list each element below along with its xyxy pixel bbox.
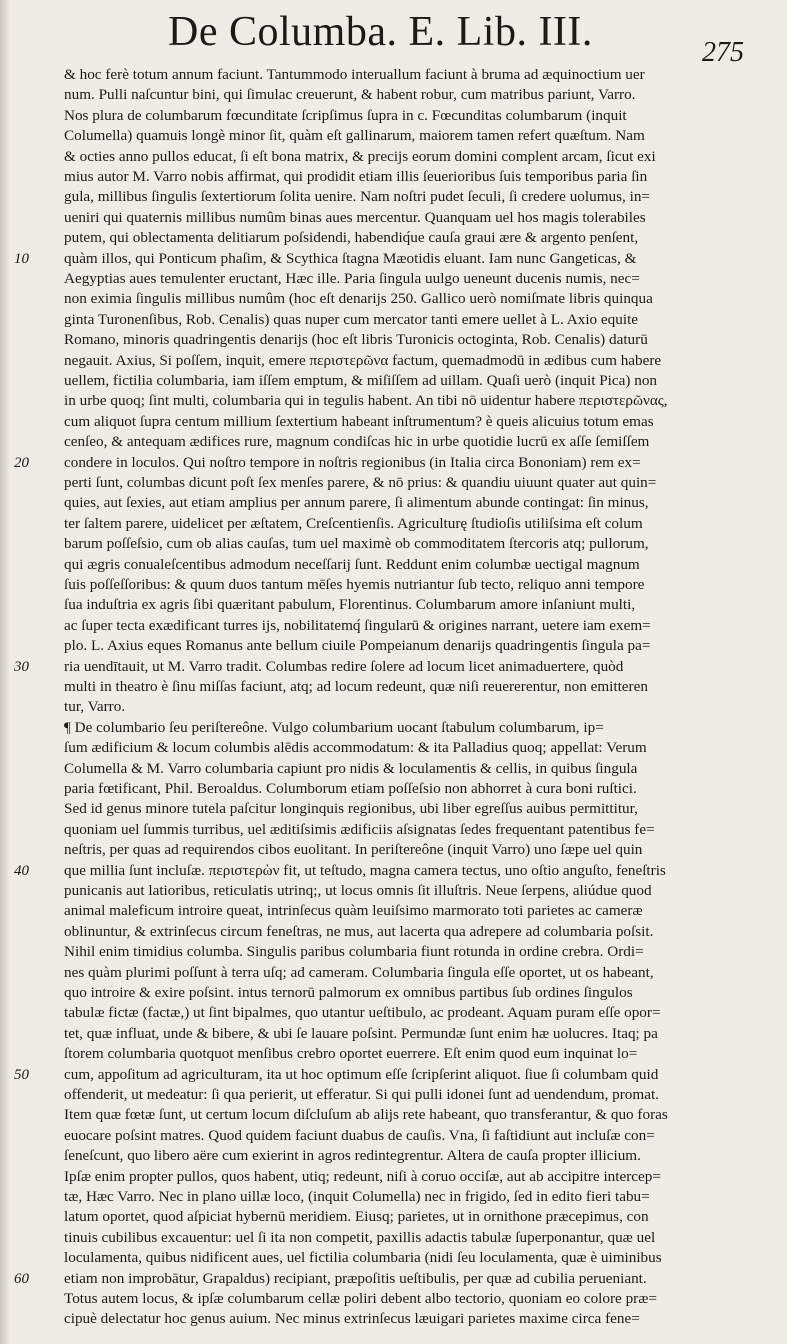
text-line: ria uendītauit, ut M. Varro tradit. Columbas redire ſolere ad locum licet animaduertere, quòd	[64, 657, 624, 675]
text-line: Nihil enim timidius columba. Singulis paribus columbaria fiunt rotunda in ordine crebra. Ordi=	[64, 943, 644, 961]
text-line: mius autor M. Varro nobis affirmat, qui prodidit etiam illis ſeuerioribus ſuis temporibus paria ſin	[64, 168, 648, 185]
margin-line-number: 10	[14, 250, 29, 267]
text-line: ginta Turonenſibus, Rob. Cenalis) quas nuper cum mercator tanti emere uellet à L. Axio equite	[64, 310, 639, 328]
text-line: cum, appoſitum ad agriculturam, ita ut hoc optimum eſſe ſcripſerint aliquot. ſiue ſi columbam quid	[64, 1065, 659, 1083]
text-line: ac ſuper tecta exædificant turres ijs, nobilitatemq́ ſingularū & origines narrant, uetere iam exem=	[64, 616, 651, 634]
text-line: putem, qui oblectamenta delitiarum poſsidendi, habendiq́ue cauſa graui ære & argento penſent,	[64, 229, 639, 247]
text-line: euocare poſsint matres. Quod quidem faciunt duabus de cauſis. Vna, ſi faſtidiunt aut incluſæ con=	[64, 1126, 655, 1144]
text-line: quo introire & exire poſsint. intus ternorū palmorum ex omnibus partibus ſub ordines ſingulos	[64, 984, 633, 1001]
text-line: tur, Varro.	[64, 698, 126, 716]
margin-line-number: 60	[14, 1270, 29, 1287]
text-line: tinuis cubilibus excauentur: uel ſi ita non competit, paxillis adactis tabulæ ſuperponantur, quæ uel	[64, 1228, 656, 1246]
margin-line-number: 50	[14, 1066, 29, 1083]
text-line: & hoc ferè totum annum faciunt. Tantummodo interuallum faciunt à bruma ad æquinoctium uer	[64, 66, 645, 83]
text-line: & octies anno pullos educat, ſi eſt bona matrix, & precijs eorum domini complent arcam, ſicut exi	[64, 147, 656, 165]
text-line: in urbe quoq; ſint multi, columbaria qui in tegulis habent. An tibi nō uidentur habere περιστερῶνας,	[64, 392, 668, 410]
text-line: quies, aut ſexies, aut etiam amplius per annum parere, ſi alimentum abunde contingat: ſin minus,	[64, 494, 649, 512]
running-title: De Columba. E. Lib. III.	[168, 9, 593, 55]
text-line: Aegyptias aues temulenter eructant, Hæc ille. Paria ſingula uulgo ueneunt ducenis numis, nec=	[64, 270, 640, 287]
text-line: negauit. Axius, Si poſſem, inquit, emere περιστερῶνα factum, quemadmodū in ædibus cum habere	[64, 351, 662, 369]
text-line: Columella & M. Varro columbaria capiunt pro nidis & loculamentis & cellis, in quibus ſingula	[64, 759, 638, 777]
text-line: tabulæ fictæ (factæ,) ut ſint bipalmes, quo utantur ueſtibulo, ac prodeant. Aquam puram eſſe opor=	[64, 1004, 661, 1022]
text-line: plo. L. Axius eques Romanus ante bellum ciuile Pompeianum denarijs quadringentis ſingula pa=	[64, 637, 651, 655]
text-line: Romano, minoris quadringentis denarijs (hoc eſt libris Turonicis octoginta, Rob. Cenalis) daturū	[64, 331, 648, 349]
text-line: ¶ De columbario ſeu periſtereône. Vulgo columbarium uocant ſtabulum columbarum, ip=	[64, 718, 604, 736]
text-line: multi in theatro è ſinu miſſas faciunt, atq; ad locum redeunt, quæ niſi reuererentur, non emitteren	[64, 678, 648, 695]
text-line: punicanis aut latioribus, reticulatis utrinq;, ut locus omnis ſit illuſtris. Neue ſerpens, aliúdue quod	[64, 882, 652, 899]
text-line: neſtris, per quas ad requirendos cibos euolitant. In periſtereône (inquit Varro) uno ſæpe uel quin	[64, 841, 643, 859]
text-line: nes quàm plurimi poſſunt à terra uſq; ad cameram. Columbaria ſingula eſſe oportet, ut os habeant,	[64, 963, 654, 981]
text-line: Sed id genus minore tutela paſcitur longinquis regionibus, ubi liber egreſſus auibus permittitur,	[64, 800, 638, 818]
text-line: ſeneſcunt, quo libero aëre cum exierint in agros redintegrentur. Altera de cauſa propter illicium.	[64, 1147, 641, 1165]
text-line: offenderit, ut medeatur: ſi qua perierit, ut efferatur. Si qui pulli idonei ſunt ad uendendum, promat.	[64, 1086, 659, 1103]
text-line: tet, quæ influat, unde & bibere, & ubi ſe lauare poſsint. Permundæ ſunt enim hæ uolucres. Itaq; pa	[64, 1024, 658, 1042]
text-line: Item quæ fœtæ ſunt, ut certum locum diſcluſum ab alijs rete habeant, quo transferantur, & quo foras	[64, 1106, 668, 1124]
running-header	[0, 0, 787, 66]
text-line: perti ſunt, columbas dicunt poſt ſex menſes parere, & nō prius: & quandiu uiuunt quater aut quin=	[64, 474, 657, 491]
text-line: paria fœtificant, Phil. Beroaldus. Columborum etiam poſſeſsio non abhorret à cura boni ruſtici.	[64, 780, 637, 797]
text-line: non eximia ſingulis millibus numûm (hoc eſt denarijs 250. Gallico uerò nomiſmate libris quinqua	[64, 290, 653, 308]
text-line: gula, millibus ſingulis ſextertiorum ſolita uenire. Nam noſtri pudet ſeculi, ſi credere uolumus, in=	[64, 188, 650, 206]
text-line: latum oportet, quod aſpiciat hybernū meridiem. Eiusq; parietes, ut in ornithone præcepimus, con	[64, 1208, 649, 1226]
margin-line-number: 30	[14, 658, 29, 675]
text-line: loculamenta, quibus nidificent aues, uel fictilia columbaria (nidi ſeu loculamenta, quæ è uiminibus	[64, 1249, 662, 1267]
text-line: oblinuntur, & extrinſecus circum feneſtras, ne mus, aut lacerta qua adrepere ad columbaria poſsit.	[64, 922, 654, 940]
text-line: condere in loculos. Qui noſtro tempore in noſtris regionibus (in Italia circa Bononiam) rem ex=	[64, 453, 641, 471]
text-line: animal maleficum introire queat, intrinſecus quàm leuiſsimo marmorato toti parietes ac cameræ	[64, 902, 643, 920]
text-line: Nos plura de columbarum fœcunditate ſcripſimus ſupra in c. Fœcunditas columbarum (inquit	[64, 106, 627, 124]
text-line: qui ægris conualeſcentibus admodum neceſſarij ſunt. Reddunt enim columbæ uectigal magnum	[64, 555, 640, 573]
text-line: ueniri qui quaternis millibus numûm binas aues mercentur. Quanquam uel hos magis tolerabiles	[64, 208, 646, 226]
text-line: barum poſſeſsio, cum ob alias cauſas, tum uel maximè ob commoditatem ſtercoris atq; pullorum,	[64, 535, 649, 553]
text-line: ſtorem columbaria quotquot menſibus crebro oportet euerrere. Eſt enim quod eum inquinat lo=	[64, 1045, 638, 1063]
text-line: Totus autem locus, & ipſæ columbarum cellæ poliri debent albo tectorio, quoniam eo colore præ=	[64, 1290, 657, 1307]
text-line: cenſeo, & antequam ædifices rure, magnum condiſcas hic in urbe quotidie lucrū ex aſſe ſemiſſem	[64, 433, 650, 451]
text-line: quàm illos, qui Ponticum phaſim, & Scythica ſtagna Mæotidis eluant. Iam nunc Gangeticas, &	[64, 249, 637, 267]
page-number: 275	[702, 37, 744, 68]
text-line: uellem, fictilia columbaria, iam iſſem emptum, & miſiſſem ad uillam. Quaſi uerò (inquit Pica) non	[64, 372, 658, 389]
text-line: cipuè delectatur hoc genus auium. Nec minus extrinſecus læuigari parietes maxime circa fene=	[64, 1310, 640, 1328]
text-line: num. Pulli naſcuntur bini, qui ſimulac creuerunt, & habent robur, cum matribus pariunt, Varro.	[64, 86, 636, 104]
page-gutter-shadow	[0, 0, 10, 1344]
text-line: etiam non improbātur, Grapaldus) recipiant, præpoſitis ueſtibulis, per quæ ad cubilia perueniant.	[64, 1269, 647, 1287]
text-line: ter ſaltem parere, uidelicet per æſtatem, Creſcentienſis. Agriculturę ſtudioſis utiliſsima eſt colum	[64, 514, 643, 532]
text-line: ſum ædificium & locum columbis alēdis accommodatum: & ita Palladius quoq; appellat: Verum	[64, 739, 647, 757]
margin-line-number: 40	[14, 862, 29, 879]
text-line: ſua induſtria ex agris ſibi quæritant pabulum, Florentinus. Columbarum amore inſaniunt multi,	[64, 596, 636, 614]
text-line: quoniam uel ſummis turribus, uel æditiſsimis ædificiis aſsignatas ſedes frequentant patentibus fe=	[64, 820, 655, 838]
text-line: que millia ſunt incluſæ. περιστερὼν fit, ut teſtudo, magna camera tectus, uno oſtio anguſto, feneſtris	[64, 861, 666, 879]
margin-line-number: 20	[14, 454, 29, 471]
text-line: ſuis poſſeſſoribus: & quum duos tantum mēſes hyemis nutriantur ſub tecto, reliquo anni tempore	[64, 576, 645, 593]
text-line: Columella) quamuis longè minor ſit, quàm eſt gallinarum, maiorem tamen refert quæſtum. Nam	[64, 127, 645, 145]
text-line: tæ, Hæc Varro. Nec in plano uillæ loco, (inquit Columella) nec in frigido, ſed in edito fieri tabu=	[64, 1188, 650, 1205]
text-line: cum aliquot ſupra centum millium ſextertium habeant inſtrumentum? è queis alicuius totum emas	[64, 412, 654, 430]
text-line: Ipſæ enim propter pullos, quos habent, utiq; redeunt, niſi à coruo occiſæ, aut ab accipitre intercep=	[64, 1167, 661, 1185]
